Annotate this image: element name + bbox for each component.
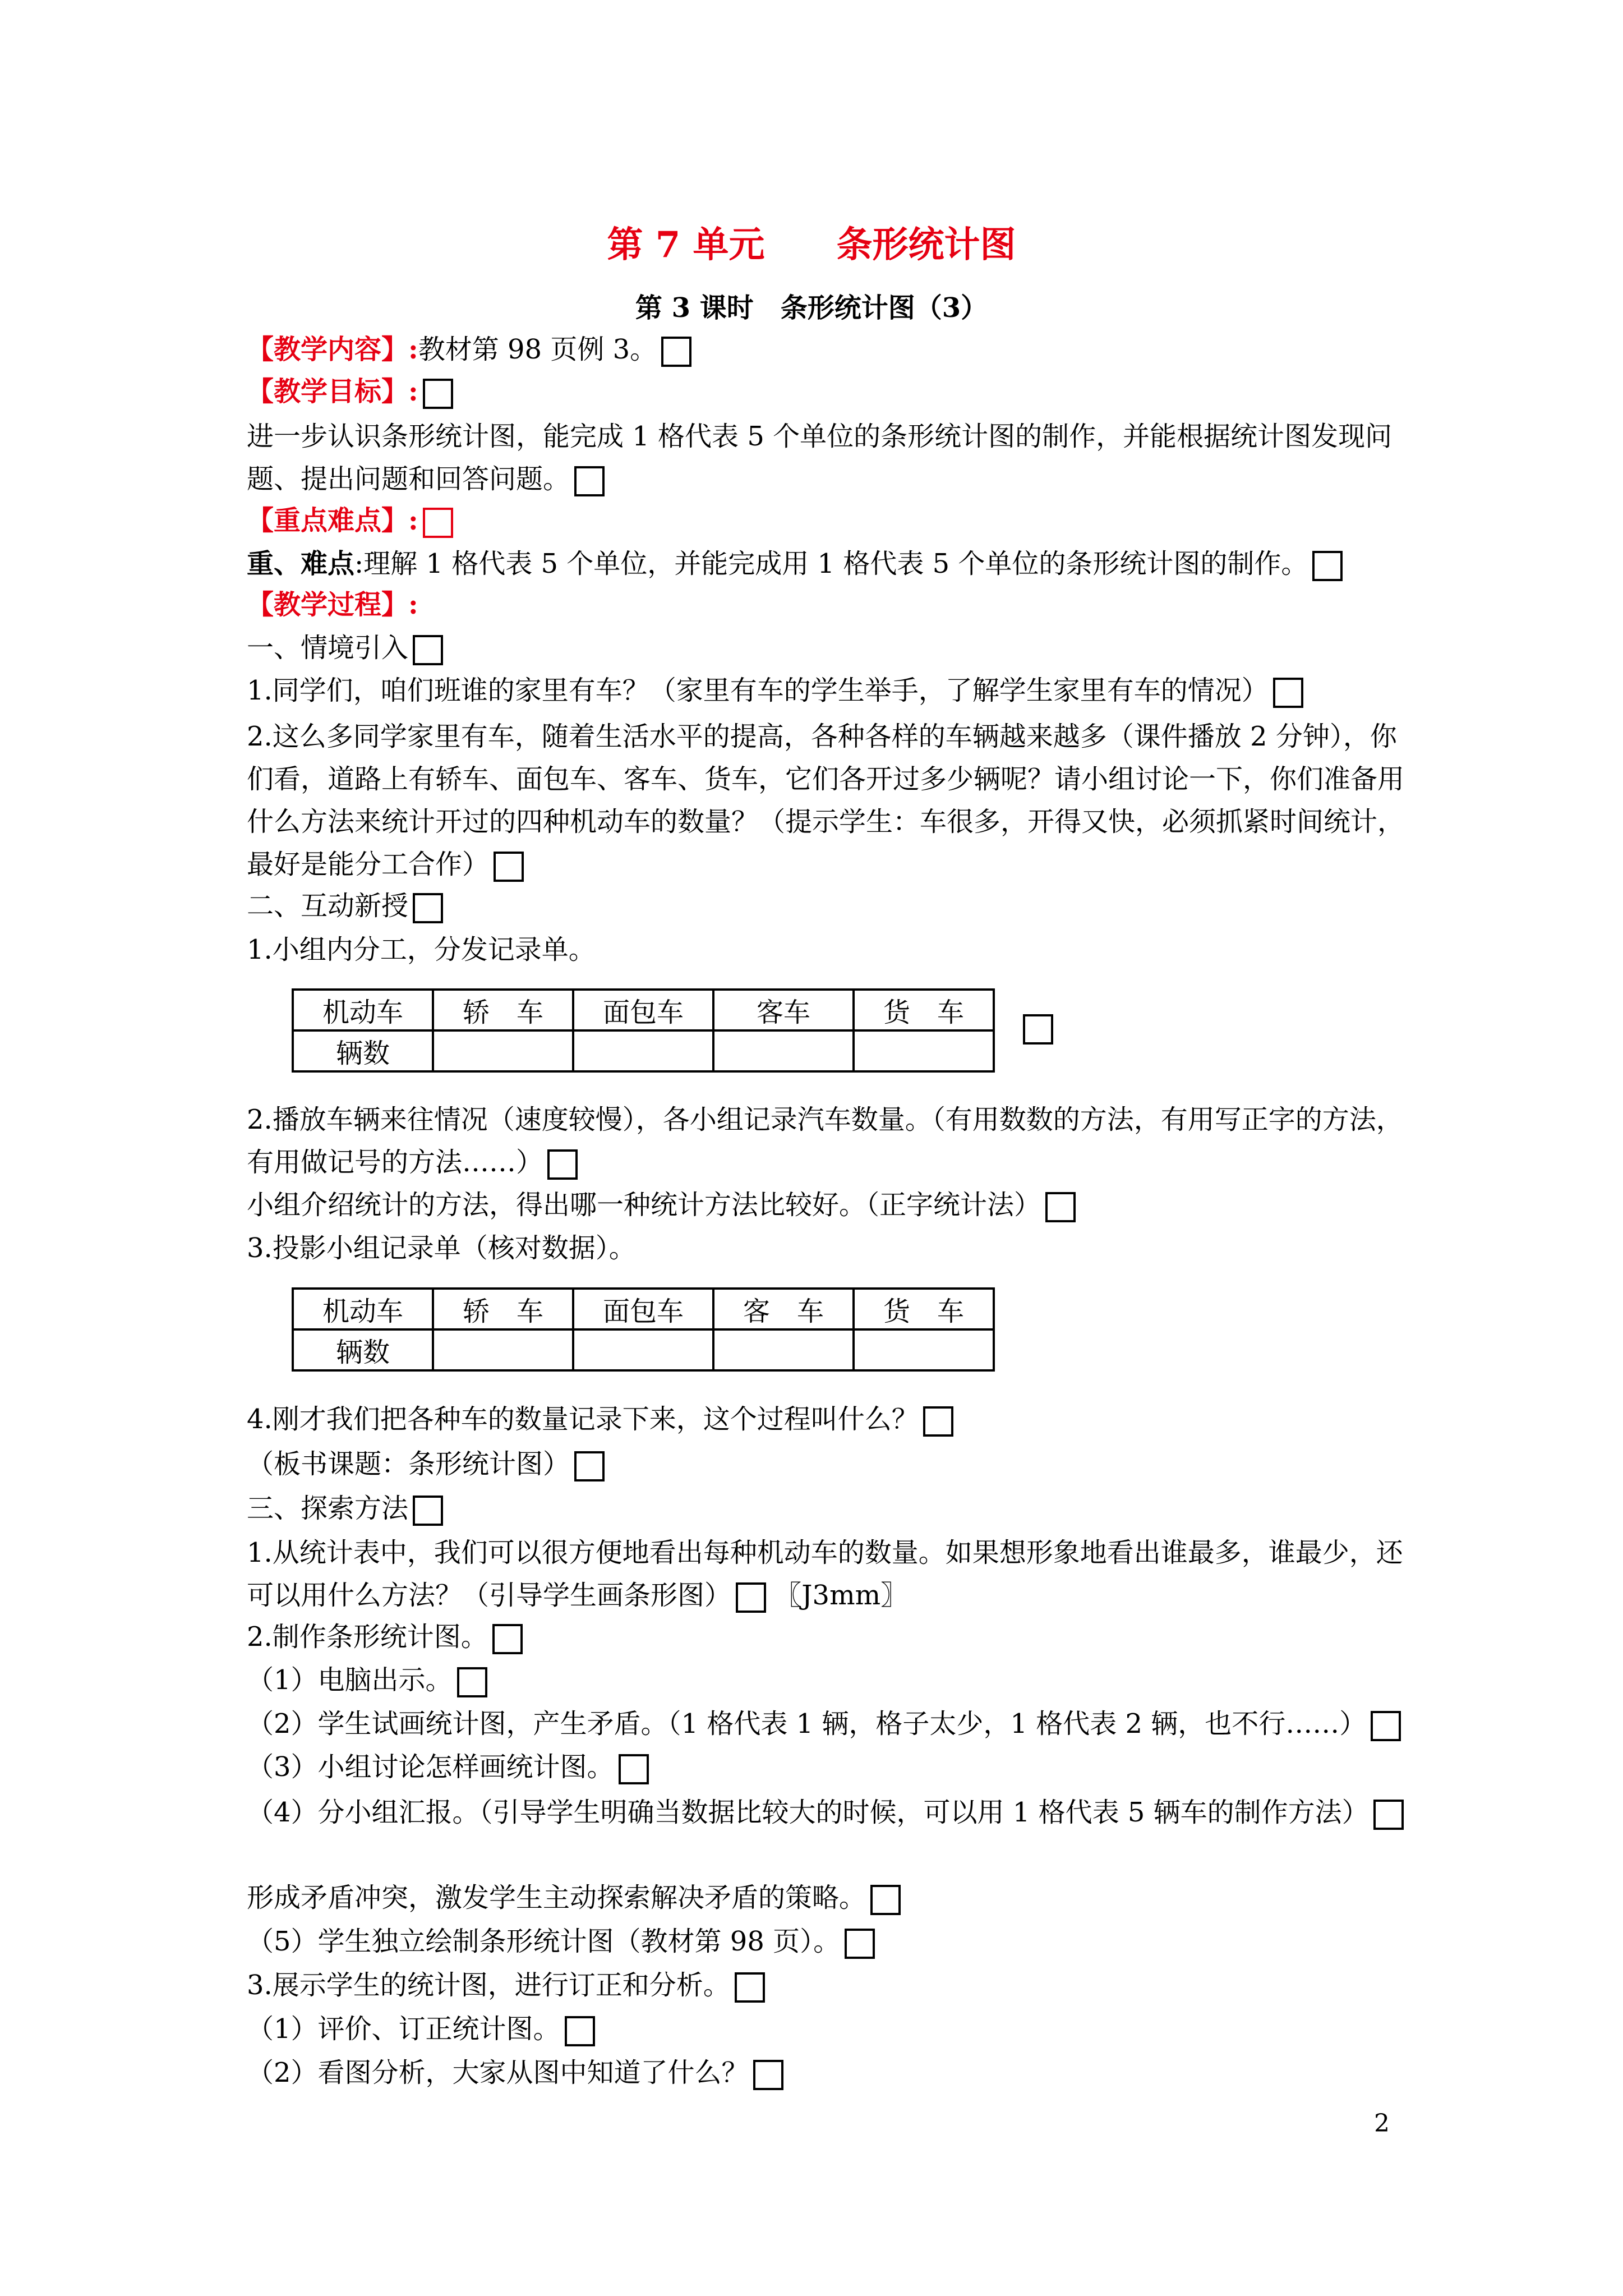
checkbox[interactable] (1273, 678, 1303, 708)
s3-p11-text: （2）看图分析，大家从图中知道了什么？ (247, 2057, 749, 2088)
s2-p5-text: 4.刚才我们把各种车的数量记录下来，这个过程叫什么？ (247, 1404, 919, 1435)
s3-paragraph-4 (247, 1705, 1419, 1742)
s2-p4-text: 3.投影小组记录单（核对数据）。 (247, 1232, 636, 1264)
lesson-subtitle: 第 3 课时 条形统计图（3） (635, 292, 988, 324)
checkbox[interactable] (1023, 1014, 1053, 1045)
teaching-goal (247, 373, 1419, 410)
checkbox[interactable] (492, 1624, 523, 1654)
s2-paragraph-1 (247, 931, 1419, 968)
s3-p5-text: （3）小组讨论怎样画统计图。 (247, 1751, 614, 1783)
table-input-cell[interactable] (713, 1030, 854, 1071)
checkbox[interactable] (457, 1667, 487, 1697)
checkbox[interactable] (870, 1885, 901, 1915)
checkbox[interactable] (735, 1972, 765, 2003)
s2-p3-text: 小组介绍统计的方法，得出哪一种统计方法比较好。（正字统计法） (247, 1189, 1041, 1221)
checkbox[interactable] (845, 1929, 875, 1959)
s3-p10-text: （1）评价、订正统计图。 (247, 2013, 560, 2045)
table-cell: 客 车 (713, 1289, 854, 1329)
s2-p6-text: （板书课题：条形统计图） (247, 1448, 570, 1480)
key-paragraph (247, 545, 1419, 582)
checkbox[interactable] (736, 1582, 766, 1613)
key-points (247, 502, 1419, 539)
table-cell: 轿 车 (433, 990, 573, 1030)
s2-paragraph-3 (247, 1186, 1419, 1223)
s1-paragraph-1 (247, 672, 1419, 709)
checkbox[interactable] (413, 635, 443, 665)
s2-paragraph-2 (247, 1098, 1419, 1184)
s3-p4-text: （2）学生试画统计图，产生矛盾。（1 格代表 1 辆，格子太少，1 格代表 2 辆，也不行……） (247, 1708, 1367, 1740)
s3-paragraph-9 (247, 1967, 1419, 2004)
process-label: 【教学过程】: (247, 589, 418, 620)
s3-paragraph-8 (247, 1923, 1419, 1960)
checkbox[interactable] (547, 1149, 578, 1180)
s3-paragraph-10 (247, 2010, 1419, 2047)
checkbox[interactable] (413, 1496, 443, 1526)
s3-p8-text: （5）学生独立绘制条形统计图（教材第 98 页）。 (247, 1926, 841, 1957)
key-label: 【重点难点】: (247, 505, 418, 536)
content-text: 教材第 98 页例 3。 (418, 334, 657, 365)
s2-p1-text: 1.小组内分工，分发记录单。 (247, 934, 596, 965)
section-1-heading (247, 629, 1419, 666)
table-cell: 辆数 (293, 1030, 433, 1071)
page-number: 2 (1374, 2109, 1390, 2138)
s2-paragraph-5 (247, 1401, 1419, 1438)
s3-paragraph-6 (247, 1791, 1419, 1834)
table-cell: 辆数 (293, 1329, 433, 1370)
s3-paragraph-3 (247, 1662, 1419, 1699)
checkbox[interactable] (661, 337, 691, 367)
table-cell: 面包车 (573, 1289, 713, 1329)
s1-p1-text: 1.同学们，咱们班谁的家里有车？（家里有车的学生举手，了解学生家里有车的情况） (247, 675, 1269, 706)
checkbox[interactable] (494, 852, 524, 882)
table-cell: 货 车 (854, 1289, 994, 1329)
teaching-content (247, 331, 1419, 368)
s3-heading: 三、探索方法 (247, 1493, 409, 1524)
checkbox[interactable] (574, 466, 605, 496)
s3-p1-text: 1.从统计表中，我们可以很方便地看出每种机动车的数量。如果想形象地看出谁最多，谁最少，还可以用什么方法？（引导学生画条形图） (247, 1537, 1403, 1611)
checkbox[interactable] (574, 1451, 605, 1481)
table-input-cell[interactable] (854, 1329, 994, 1370)
s3-p1-tail: 〖J3mm〗 (774, 1580, 908, 1611)
s3-paragraph-1 (247, 1531, 1419, 1617)
goal-label: 【教学目标】: (247, 376, 418, 407)
goal-text: 进一步认识条形统计图，能完成 1 格代表 5 个单位的条形统计图的制作，并能根据统计图发现问题、提出问题和回答问题。 (247, 421, 1393, 495)
goal-paragraph (247, 415, 1419, 500)
table-input-cell[interactable] (433, 1329, 573, 1370)
checkbox[interactable] (413, 893, 443, 923)
key-bold: 重、难点 (247, 548, 355, 579)
s2-heading: 二、互动新授 (247, 890, 409, 922)
s2-p2-text: 2.播放车辆来往情况（速度较慢），各小组记录汽车数量。（有用数数的方法，有用写正字的方法，有用做记号的方法……） (247, 1104, 1403, 1178)
s3-p3-text: （1）电脑出示。 (247, 1664, 453, 1696)
checkbox[interactable] (423, 508, 453, 538)
table-cell: 面包车 (573, 990, 713, 1030)
table-input-cell[interactable] (573, 1329, 713, 1370)
record-table-1 (292, 988, 995, 1073)
table-input-cell[interactable] (573, 1030, 713, 1071)
s3-p2-text: 2.制作条形统计图。 (247, 1621, 488, 1653)
checkbox[interactable] (1312, 551, 1343, 581)
s1-heading: 一、情境引入 (247, 632, 409, 664)
checkbox[interactable] (1371, 1711, 1401, 1741)
content-label: 【教学内容】: (247, 334, 418, 365)
checkbox[interactable] (923, 1406, 953, 1437)
table-input-cell[interactable] (854, 1030, 994, 1071)
record-table-2 (292, 1287, 995, 1372)
table-cell: 客车 (713, 990, 854, 1030)
s3-paragraph-7 (247, 1879, 1419, 1916)
table-cell: 机动车 (293, 1289, 433, 1329)
s3-p9-text: 3.展示学生的统计图，进行订正和分析。 (247, 1970, 730, 2001)
unit-title: 第 7 单元 条形统计图 (607, 224, 1016, 266)
table-input-cell[interactable] (713, 1329, 854, 1370)
checkbox[interactable] (753, 2060, 783, 2090)
key-text: :理解 1 格代表 5 个单位，并能完成用 1 格代表 5 个单位的条形统计图的制作。 (354, 548, 1308, 579)
checkbox[interactable] (619, 1754, 649, 1784)
s3-paragraph-11 (247, 2054, 1419, 2091)
s3-p7-text: 形成矛盾冲突，激发学生主动探索解决矛盾的策略。 (247, 1882, 866, 1913)
checkbox[interactable] (423, 379, 453, 409)
s2-paragraph-4 (247, 1230, 1419, 1267)
checkbox[interactable] (565, 2016, 595, 2046)
s2-paragraph-6 (247, 1446, 1419, 1483)
checkbox[interactable] (1045, 1192, 1076, 1222)
table-cell: 机动车 (293, 990, 433, 1030)
teaching-process (247, 586, 1419, 623)
table-cell: 轿 车 (433, 1289, 573, 1329)
table-cell: 货 车 (854, 990, 994, 1030)
s3-paragraph-2 (247, 1618, 1419, 1655)
s3-p6-text: （4）分小组汇报。（引导学生明确当数据比较大的时候，可以用 1 格代表 5 辆车的制作方法） (247, 1797, 1369, 1828)
checkbox[interactable] (1373, 1800, 1404, 1830)
table-input-cell[interactable] (433, 1030, 573, 1071)
section-2-heading (247, 887, 1419, 924)
section-3-heading (247, 1490, 1419, 1527)
s1-p2-text: 2.这么多同学家里有车，随着生活水平的提高，各种各样的车辆越来越多（课件播放 2 分钟），你们看，道路上有轿车、面包车、客车、货车，它们各开过多少辆呢？请小组讨论一下，你们准备用什么方法来统计开过的四种机动车的数量？（提示学生：车很多，开得又快，必须抓紧时间统计，最好是能分工合作） (247, 721, 1405, 880)
s1-paragraph-2 (247, 715, 1419, 886)
s3-paragraph-5 (247, 1749, 1419, 1786)
